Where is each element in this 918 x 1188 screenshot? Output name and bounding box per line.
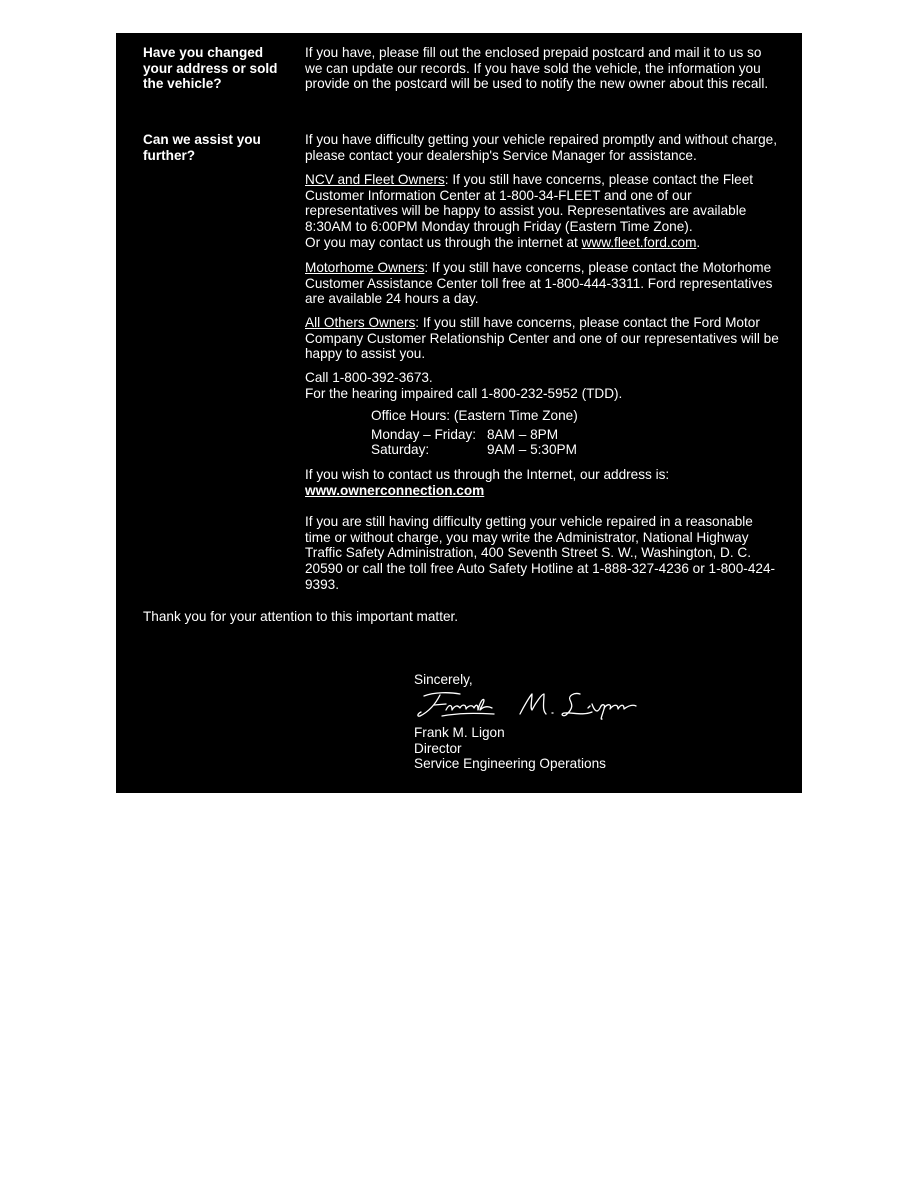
others-heading: All Others Owners	[305, 315, 416, 330]
question-assist: Can we assist you further?	[143, 132, 261, 163]
signature-image	[414, 688, 644, 722]
answer-address: If you have, please fill out the enclosed prepaid postcard and mail it to us so we can update our records. If you have sold the vehicle, the information you provide on the postcard will be used to notify the new owner about this recall.	[305, 45, 769, 92]
ncv-internet-prefix: Or you may contact us through the internet at	[305, 234, 582, 250]
motorhome-heading: Motorhome Owners	[305, 260, 425, 275]
thanks-line: Thank you for your attention to this important matter.	[143, 609, 459, 624]
answer-assist: If you have difficulty getting your vehicle repaired promptly and without charge, please contact your dealership's Service Manager for assistance.	[305, 132, 778, 163]
others-paragraph	[305, 315, 780, 362]
letter-panel	[116, 33, 802, 793]
ncv-body: : If you still have concerns, please contact the Fleet Customer Information Center at 1-800-34-FLEET and one of our representatives will be happy to assist you. Representatives are available 8:30AM to 6:00PM Monday through Friday (Eastern Time Zone).	[305, 172, 754, 235]
call-paragraph	[305, 370, 780, 401]
internet-paragraph	[305, 467, 780, 498]
fleet-link[interactable]: www.fleet.ford.com	[581, 234, 697, 250]
hours-row-weekday	[371, 427, 671, 443]
hours-day: Saturday:	[371, 442, 430, 458]
motorhome-body: : If you still have concerns, please contact the Motorhome Customer Assistance Center toll free at 1-800-444-3311. Ford representatives are available 24 hours a day.	[305, 260, 773, 307]
signer-block	[414, 725, 606, 772]
salutation: Sincerely,	[414, 672, 473, 687]
call-line-1: Call 1-800-392-3673.	[305, 370, 433, 385]
signature-drawing	[414, 688, 644, 722]
question-address: Have you changed your address or sold the vehicle?	[143, 45, 278, 92]
office-hours	[371, 408, 671, 458]
motorhome-paragraph	[305, 260, 780, 307]
ncv-paragraph	[305, 172, 780, 251]
nhtsa-paragraph: If you are still having difficulty getting your vehicle repaired in a reasonable time or without charge, you may write the Administrator, National Highway Traffic Safety Administration, 400 Seventh Street S. W., Washington, D. C. 20590 or call the toll free Auto Safety Hotline at 1-888-327-4236 or 1-800-424-9393.	[305, 514, 776, 592]
ownerconnection-link[interactable]: www.ownerconnection.com	[305, 482, 485, 498]
signer-title: Director	[414, 740, 462, 756]
signer-department: Service Engineering Operations	[414, 756, 606, 772]
signer-name: Frank M. Ligon	[414, 725, 505, 740]
hours-time: 9AM – 5:30PM	[487, 442, 577, 458]
hours-row-saturday	[371, 442, 671, 458]
ncv-internet-suffix: .	[696, 234, 701, 250]
hours-title: Office Hours: (Eastern Time Zone)	[371, 408, 578, 423]
hours-day: Monday – Friday:	[371, 426, 477, 442]
ncv-heading: NCV and Fleet Owners	[305, 172, 445, 187]
internet-text: If you wish to contact us through the Internet, our address is:	[305, 467, 670, 482]
call-line-2: For the hearing impaired call 1-800-232-5952 (TDD).	[305, 385, 623, 401]
others-body: : If you still have concerns, please contact the Ford Motor Company Customer Relationship Center and one of our representatives will be happy to assist you.	[305, 315, 779, 362]
hours-time: 8AM – 8PM	[487, 426, 559, 442]
